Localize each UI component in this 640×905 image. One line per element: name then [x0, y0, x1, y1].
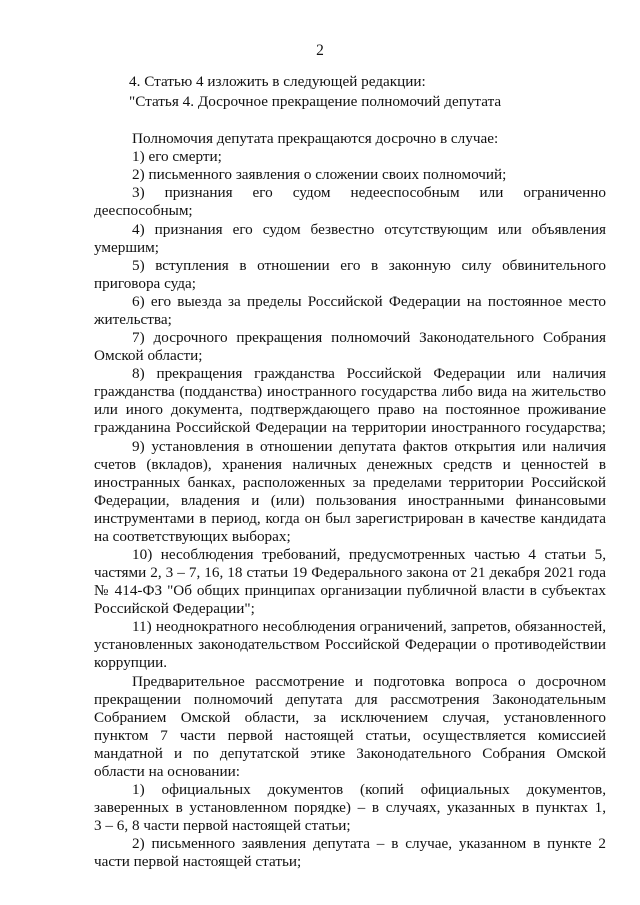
text-line: установленных законодательством Российской Федерации о противодействии [94, 636, 606, 653]
text-line: Омской области; [94, 347, 203, 364]
text-line: частями 2, 3 – 7, 16, 18 статьи 19 Федерального закона от 21 декабря 2021 года [94, 564, 606, 581]
text-line: области на основании: [94, 763, 240, 780]
text-line: "Статья 4. Досрочное прекращение полномочий депутата [129, 93, 502, 110]
text-line: 8) прекращения гражданства Российской Федерации или наличия [132, 365, 606, 382]
text-line: 1) официальных документов (копий официальных документов, [132, 781, 606, 798]
text-line: 2) письменного заявления о сложении своих полномочий; [132, 166, 507, 183]
text-line: Российской Федерации"; [94, 600, 255, 617]
text-line: или иного документа, подтверждающего право на постоянное проживание [94, 401, 606, 418]
text-line: 2) письменного заявления депутата – в случае, указанном в пункте 2 [132, 835, 606, 852]
text-line: 1) его смерти; [132, 148, 222, 165]
text-line: 4) признания его судом безвестно отсутствующим или объявления [132, 221, 606, 238]
text-line: Полномочия депутата прекращаются досрочно в случае: [132, 130, 499, 147]
page-number: 2 [316, 42, 324, 59]
text-line: жительства; [94, 311, 172, 328]
text-line: иностранных банках, расположенных за пределами территории Российской [94, 474, 606, 491]
text-line: 7) досрочного прекращения полномочий Законодательного Собрания [132, 329, 606, 346]
text-line: 9) установления в отношении депутата фактов открытия или наличия [132, 438, 606, 455]
text-line: счетов (вкладов), хранения наличных денежных средств и ценностей в [94, 456, 606, 473]
text-line: пунктом 7 части первой настоящей статьи, осуществляется комиссией [94, 727, 606, 744]
text-line: Предварительное рассмотрение и подготовка вопроса о досрочном [132, 673, 606, 690]
text-line: дееспособным; [94, 202, 193, 219]
text-line: инструментами в период, когда он был зарегистрирован в качестве кандидата [94, 510, 606, 527]
text-line: Федерации, владения и (или) пользования иностранными финансовыми [94, 492, 606, 509]
text-line: части первой настоящей статьи; [94, 853, 302, 870]
text-line: прекращении полномочий депутата для рассмотрения Законодательным [94, 691, 606, 708]
text-line: 5) вступления в отношении его в законную силу обвинительного [132, 257, 606, 274]
text-line: мандатной и по депутатской этике Законодательного Собрания Омской [94, 745, 606, 762]
text-line: 3 – 6, 8 части первой настоящей статьи; [94, 817, 351, 834]
text-line: на соответствующих выборах; [94, 528, 291, 545]
text-line: 10) несоблюдения требований, предусмотренных частью 4 статьи 5, [132, 546, 606, 563]
text-line: приговора суда; [94, 275, 196, 292]
text-line: 4. Статью 4 изложить в следующей редакции: [129, 73, 426, 90]
text-line: коррупции. [94, 654, 168, 671]
text-line: Собранием Омской области, за исключением случая, установленного [94, 709, 606, 726]
text-line: заверенных в установленном порядке) – в случаях, указанных в пунктах 1, [94, 799, 606, 816]
text-line: № 414-ФЗ "Об общих принципах организации публичной власти в субъектах [94, 582, 606, 599]
text-line: умершим; [94, 239, 159, 256]
text-line: 3) признания его судом недееспособным или ограниченно [132, 184, 606, 201]
text-line: гражданина Российской Федерации на территории иностранного государства; [94, 419, 606, 436]
text-line: гражданства (подданства) иностранного государства либо вида на жительство [94, 383, 606, 400]
text-line: 6) его выезда за пределы Российской Федерации на постоянное место [132, 293, 606, 310]
text-line: 11) неоднократного несоблюдения ограничений, запретов, обязанностей, [132, 618, 606, 635]
